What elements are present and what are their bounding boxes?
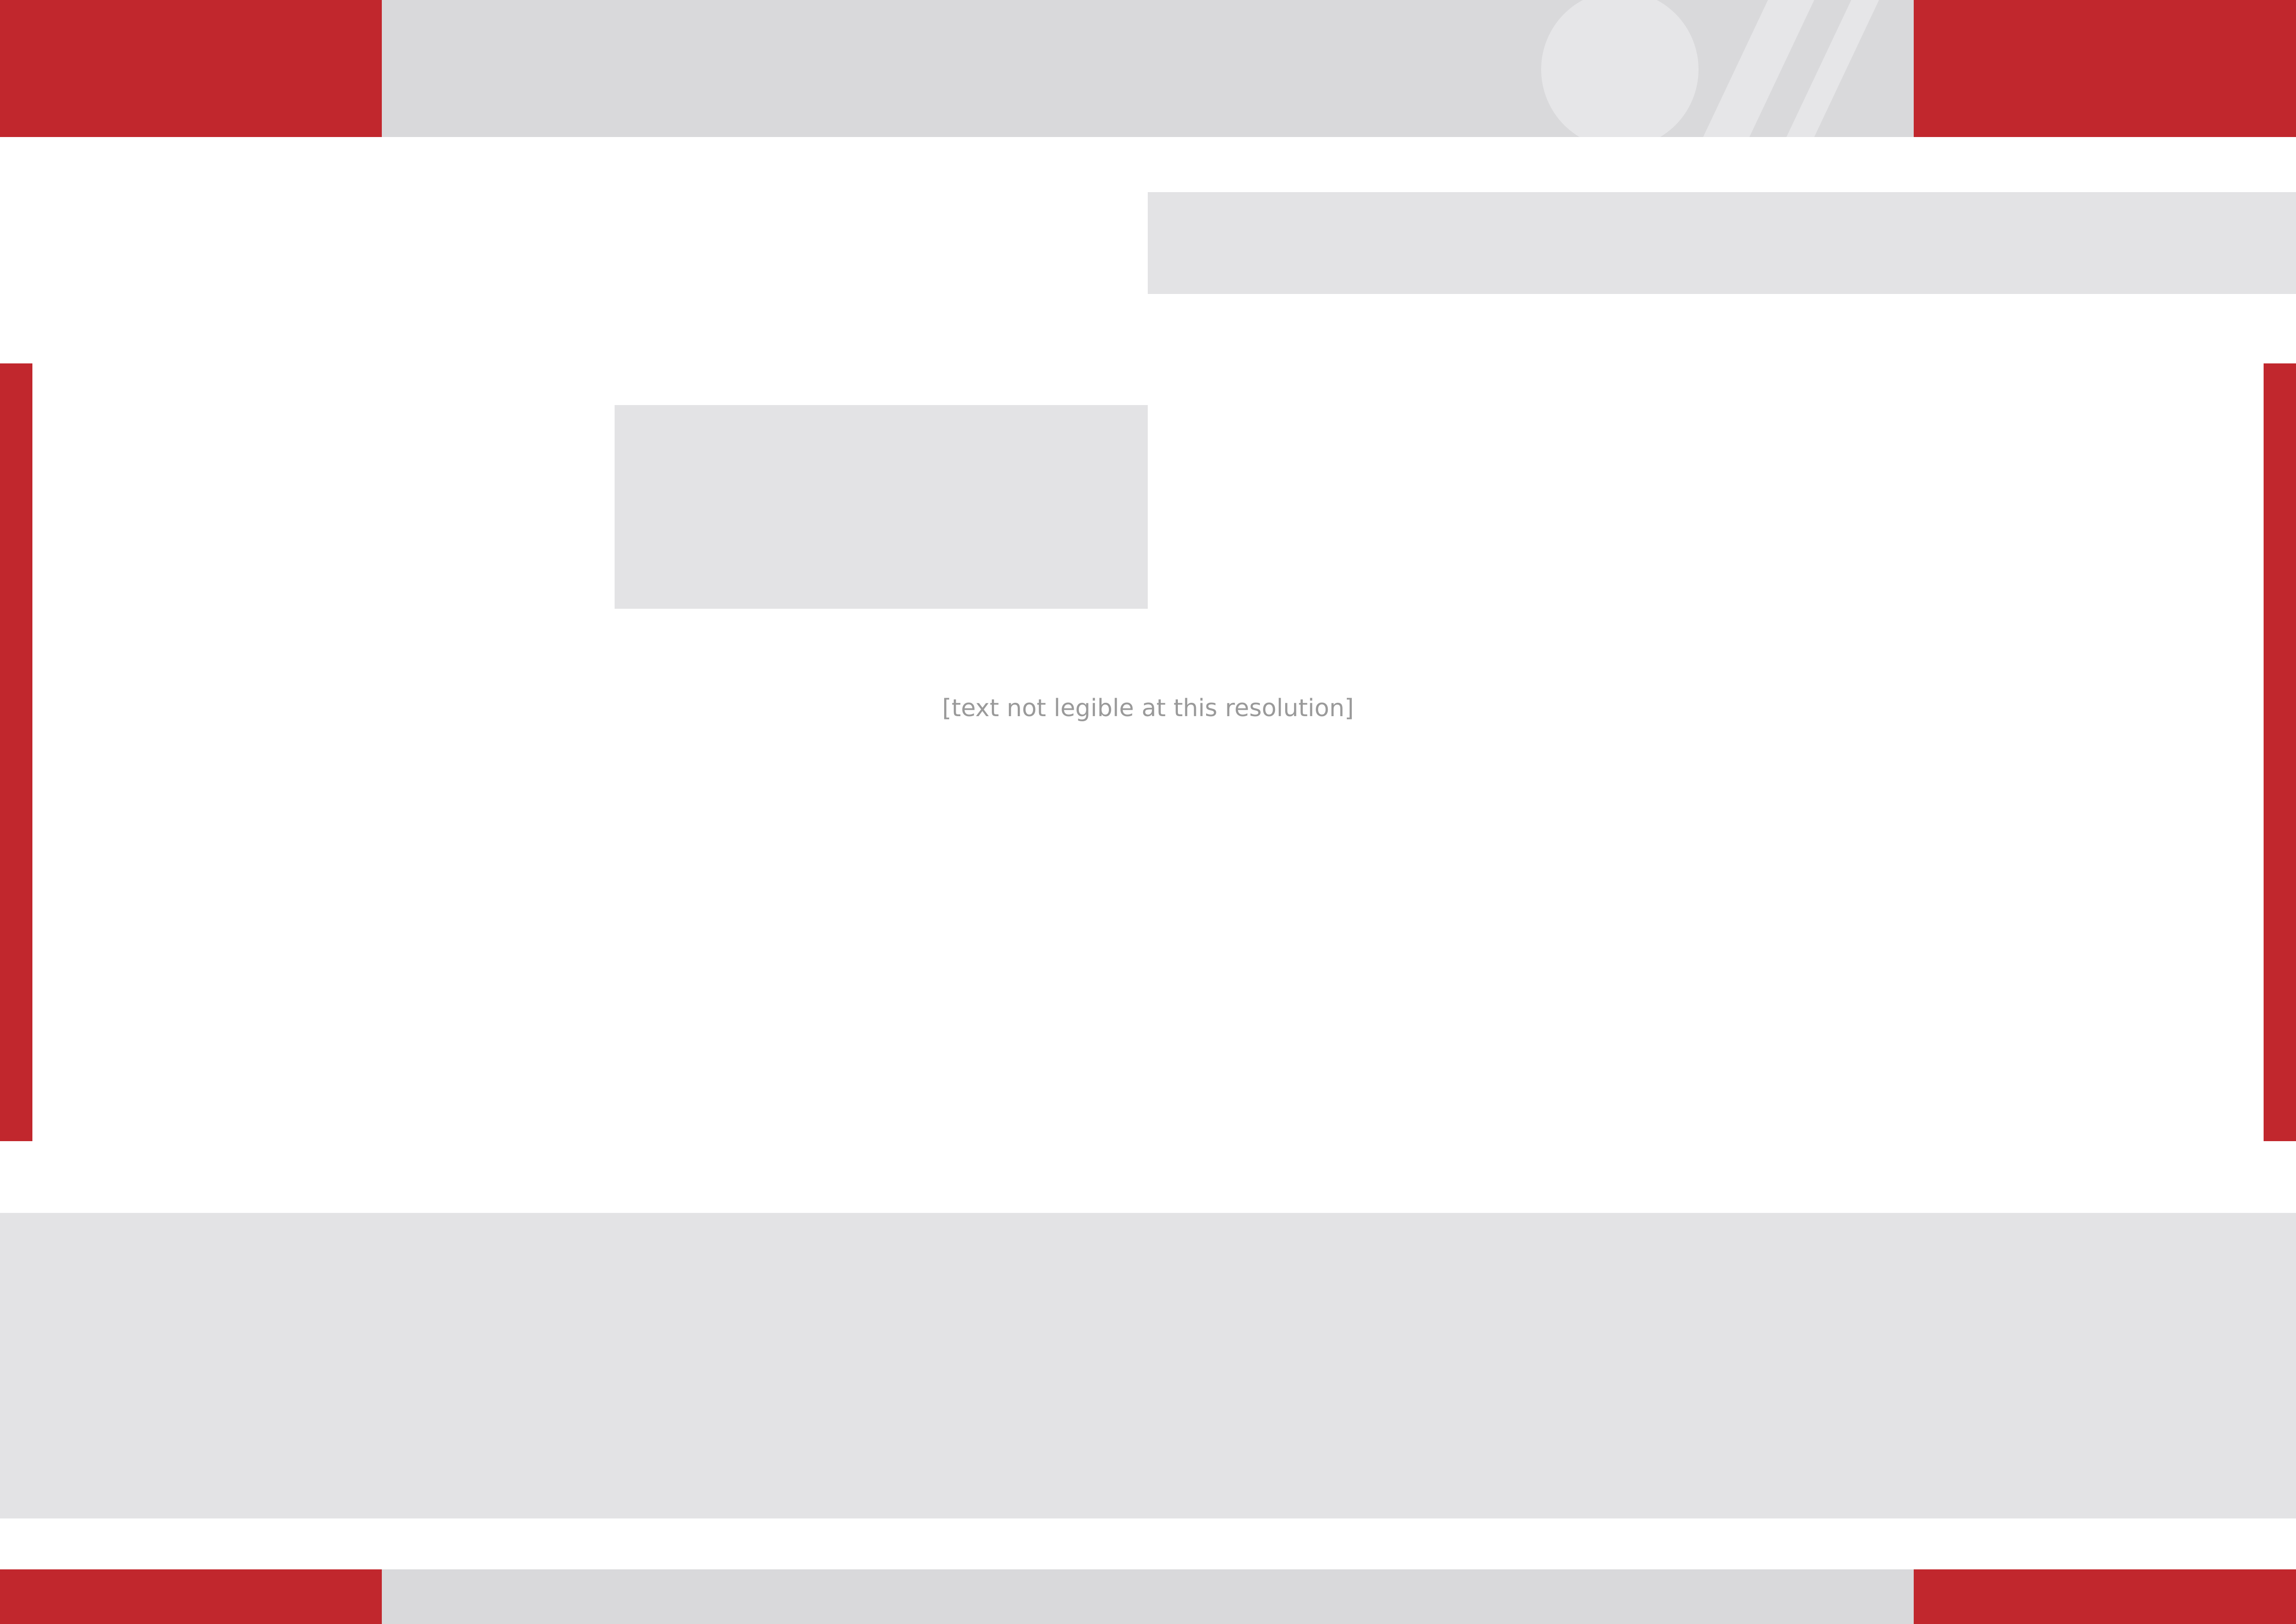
hydraulic-diagram-panel [615, 405, 1148, 609]
footer-right-band [1914, 1569, 2296, 1624]
placeholder-note: [text not legible at this resolution] [942, 694, 1354, 722]
lower-panel [0, 1213, 2296, 1518]
right-accent-bar [2264, 363, 2296, 1141]
spec-table-panel [1148, 192, 2296, 294]
header-left-band [0, 0, 382, 137]
header-decoration [1527, 0, 1898, 137]
footer-left-band [0, 1569, 382, 1624]
footer-center-band [382, 1569, 1914, 1624]
left-accent-bar [0, 363, 32, 1141]
header-right-band [1914, 0, 2296, 137]
